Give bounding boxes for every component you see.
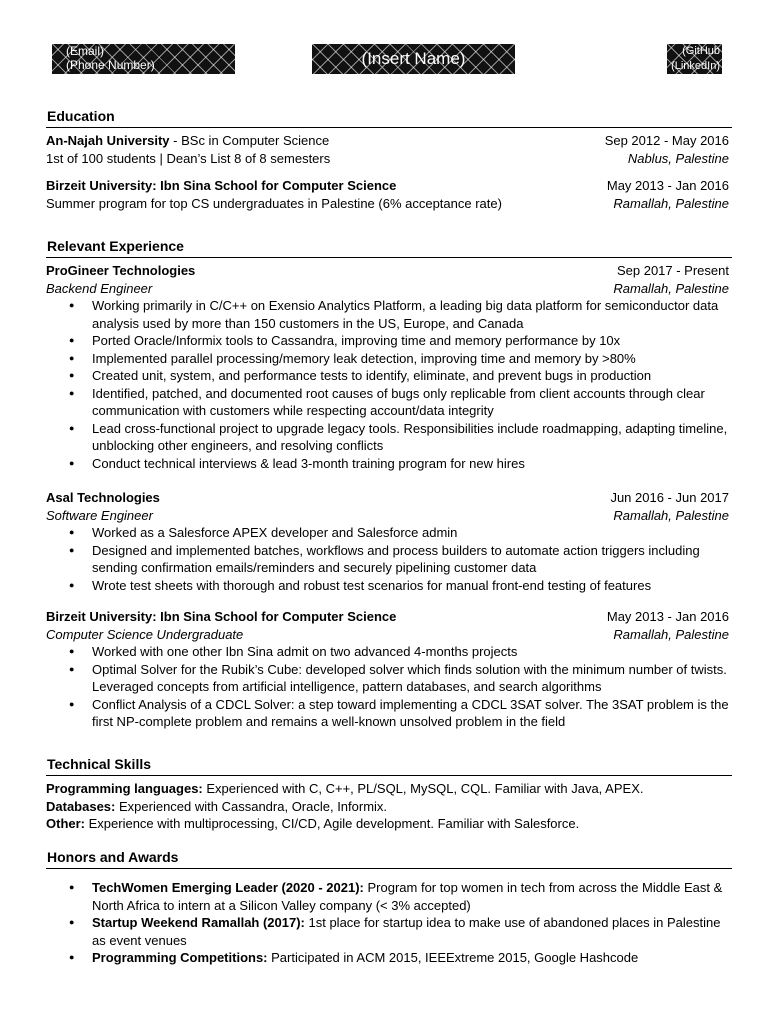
list-item xyxy=(92,879,732,914)
education-entry xyxy=(46,177,732,212)
list-item: ● Worked as a Salesforce APEX developer and Salesforce admin xyxy=(92,524,732,542)
location: Ramallah, Palestine xyxy=(613,626,729,642)
list-item: ● Wrote test sheets with thorough and robust test scenarios for manual front-end testing of features xyxy=(92,577,732,595)
bullet-list xyxy=(46,643,732,731)
skill-text: Experienced with C, C++, PL/SQL, MySQL, CQL. Familiar with Java, APEX. xyxy=(202,781,644,796)
role: Computer Science Undergraduate xyxy=(46,626,244,642)
list-item: ● Conflict Analysis of a CDCL Solver: a step toward implementing a CDCL 3SAT solver. The 3SAT problem is the first NP-complete problem and remains a well-known unsolved problem in the field xyxy=(92,696,732,731)
name-placeholder: (Insert Name) xyxy=(361,49,466,68)
company-name: Birzeit University: Ibn Sina School for Computer Science xyxy=(46,609,397,624)
skills-section xyxy=(46,755,732,833)
dates: May 2013 - Jan 2016 xyxy=(606,609,729,624)
section-title: Honors and Awards xyxy=(46,848,732,869)
list-item: ● Worked with one other Ibn Sina admit on two advanced 4-months projects xyxy=(92,643,732,661)
experience-section xyxy=(46,237,732,741)
section-title: Education xyxy=(46,107,732,128)
school-name: An-Najah University xyxy=(46,133,170,148)
github-link[interactable]: (GitHub xyxy=(682,45,720,57)
job-entry xyxy=(46,262,732,472)
location: Ramallah, Palestine xyxy=(613,195,729,211)
bullet-list xyxy=(46,297,732,472)
dates: Jun 2016 - Jun 2017 xyxy=(610,490,729,505)
location: Ramallah, Palestine xyxy=(613,507,729,523)
skill-line xyxy=(46,780,732,798)
role: Software Engineer xyxy=(46,507,153,523)
skill-text: Experience with multiprocessing, CI/CD, Agile development. Familiar with Salesforce. xyxy=(85,816,580,831)
honor-label: TechWomen Emerging Leader (2020 - 2021): xyxy=(92,880,364,895)
skill-line xyxy=(46,815,732,833)
section-title: Technical Skills xyxy=(46,755,732,776)
list-item: ● Created unit, system, and performance tests to identify, eliminate, and prevent bugs in production xyxy=(92,367,732,385)
linkedin-link[interactable]: (LinkedIn) xyxy=(671,60,720,72)
phone-placeholder: (Phone Number) xyxy=(66,58,155,72)
email-placeholder: (Email) xyxy=(66,44,104,58)
location: Nablus, Palestine xyxy=(627,150,729,166)
list-item: ● Optimal Solver for the Rubik’s Cube: developed solver which finds solution with the minimum number of twists. Leveraged concepts from artificial intelligence, pattern databases, and search algorithms xyxy=(92,661,732,696)
skill-label: Programming languages: xyxy=(46,781,203,796)
list-item: ● Identified, patched, and documented root causes of bugs only replicable from client accounts through clear communication with customers while respecting account/data integrity xyxy=(92,385,732,420)
bullet-list xyxy=(46,879,732,967)
skill-label: Databases: xyxy=(46,798,116,814)
dates: Sep 2012 - May 2016 xyxy=(604,133,729,148)
job-entry xyxy=(46,489,732,594)
bullet-list xyxy=(46,524,732,594)
company-name: Asal Technologies xyxy=(46,490,160,505)
honor-text: Program for top women in tech from across the Middle East & North Africa to intern at a Silicon Valley company (< 3% accepted) xyxy=(92,880,723,913)
list-item xyxy=(92,949,732,967)
education-entry xyxy=(46,132,732,167)
job-entry xyxy=(46,608,732,731)
education-note: 1st of 100 students | Dean’s List 8 of 8 semesters xyxy=(46,150,331,166)
education-note: Summer program for top CS undergraduates in Palestine (6% acceptance rate) xyxy=(46,195,502,211)
list-item: ● Implemented parallel processing/memory leak detection, improving time and memory by >80% xyxy=(92,350,732,368)
dates: May 2013 - Jan 2016 xyxy=(606,178,729,193)
honor-text: 1st place for startup idea to make use of abandoned places in Palestine as event venues xyxy=(92,915,721,948)
honors-section xyxy=(46,848,732,967)
school-name: Birzeit University: Ibn Sina School for Computer Science xyxy=(46,178,397,193)
role: Backend Engineer xyxy=(46,280,153,296)
honor-label: Startup Weekend Ramallah (2017): xyxy=(92,915,305,930)
list-item: ● Ported Oracle/Informix tools to Cassandra, improving time and memory performance by 10x xyxy=(92,332,732,350)
section-title: Relevant Experience xyxy=(46,237,732,258)
degree: - BSc in Computer Science xyxy=(169,133,330,148)
links-box xyxy=(667,44,722,74)
list-item: ● Lead cross-functional project to upgrade legacy tools. Responsibilities include roadmapping, adapting timeline, unblocking other engineers, and resolving conflicts xyxy=(92,420,732,455)
skill-line xyxy=(46,798,732,816)
honor-text: Participated in ACM 2015, IEEExtreme 2015, Google Hashcode xyxy=(267,950,639,965)
skill-text: Experienced with Cassandra, Oracle, Informix. xyxy=(115,798,388,814)
honor-label: Programming Competitions: xyxy=(92,950,268,965)
company-name: ProGineer Technologies xyxy=(46,263,196,278)
list-item: ● Designed and implemented batches, workflows and process builders to automate action triggers including sending confirmation emails/reminders and securely pipelining customer data xyxy=(92,542,732,577)
list-item: ● Conduct technical interviews & lead 3-month training program for new hires xyxy=(92,455,732,473)
location: Ramallah, Palestine xyxy=(613,280,729,296)
education-section xyxy=(46,107,732,222)
contact-info-box xyxy=(52,44,235,74)
list-item xyxy=(92,914,732,949)
list-item: ● Working primarily in C/C++ on Exensio Analytics Platform, a leading big data platform for semiconductor data analysis used by more than 150 customers in the US, Europe, and Canada xyxy=(92,297,732,332)
dates: Sep 2017 - Present xyxy=(616,263,729,278)
name-box xyxy=(312,44,515,74)
skill-label: Other: xyxy=(46,816,85,831)
